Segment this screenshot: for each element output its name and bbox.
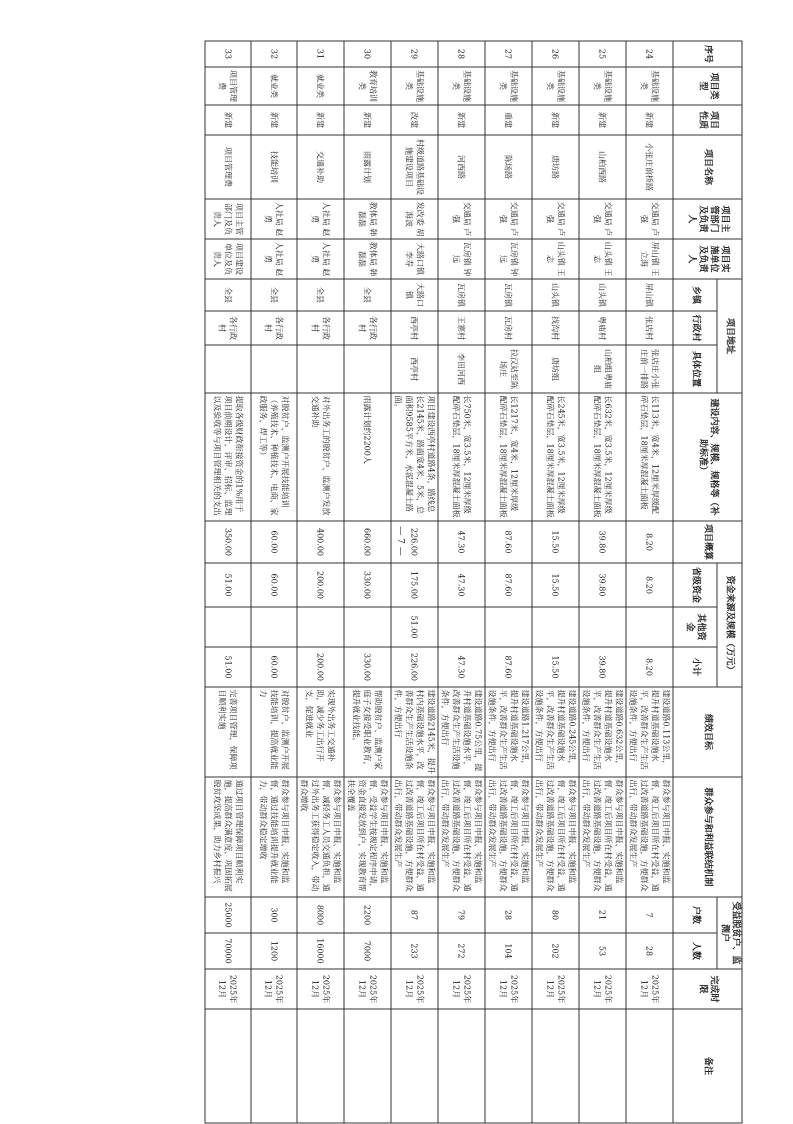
- cell-budget: 60.00: [251, 521, 297, 563]
- cell-deadline: 2025年12月: [485, 969, 532, 1009]
- cell-persons: 104: [485, 933, 532, 969]
- table-row: [251, 41, 297, 1123]
- cell-type: 基础设施类: [626, 67, 673, 105]
- cell-spot: [297, 345, 344, 393]
- cell-unit: 山头镇 王志: [579, 239, 626, 279]
- cell-budget: 15.50: [532, 521, 579, 563]
- cell-households: 21: [579, 897, 626, 933]
- cell-name: 村级道路基础设施建设项目: [391, 135, 438, 199]
- cell-town: 山头镇: [532, 279, 579, 311]
- cell-persons: 233: [391, 933, 438, 969]
- header-content: 建设内容、规模、规格等（补助标准）: [673, 393, 742, 521]
- cell-town: 全县: [344, 279, 391, 311]
- cell-fund-sub: 330.00: [344, 647, 391, 687]
- cell-type: 就业类: [251, 67, 297, 105]
- cell-type: 基础设施类: [438, 67, 485, 105]
- cell-households: 25000: [205, 897, 251, 933]
- cell-deadline: 2025年12月: [438, 969, 485, 1009]
- cell-nature: 新建: [205, 105, 251, 135]
- cell-village: 各行政村: [297, 311, 344, 345]
- cell-unit: 瓦房镇 钟远: [485, 239, 532, 279]
- cell-fund-sub: 39.80: [579, 647, 626, 687]
- cell-deadline: 2025年12月: [344, 969, 391, 1009]
- cell-budget: 8.20: [626, 521, 673, 563]
- cell-budget: 87.60: [485, 521, 532, 563]
- cell-village: 粤庙村: [579, 311, 626, 345]
- cell-spot: [205, 345, 251, 393]
- cell-mechanism: 群众参与项目申报、实施和监督，受益学生按规定程序申请，资金直接发放到户，实现教育帮扶全覆盖: [344, 777, 391, 897]
- cell-content: 雨露计划约2200人: [344, 393, 391, 521]
- cell-fund-sub: 15.50: [532, 647, 579, 687]
- cell-seq: 28: [438, 41, 485, 67]
- cell-budget: 350.00: [205, 521, 251, 563]
- cell-dept: 交通局 卢强: [626, 199, 673, 239]
- cell-mechanism: 群众参与项目申报、实施和监督，竣工后项目所在村受益，通过改善道路基础设施，方便群众出行，带动群众发展生产: [532, 777, 579, 897]
- cell-fund-sub: 51.00: [205, 647, 251, 687]
- cell-fund-prov: 39.80: [579, 563, 626, 607]
- cell-nature: 新建: [626, 105, 673, 135]
- cell-type: 基础设施类: [579, 67, 626, 105]
- cell-spot: 山柏组粤庙组: [579, 345, 626, 393]
- cell-fund-sub: 60.00: [251, 647, 297, 687]
- cell-content: 长750米，宽3.5米，12厘米厚级配碎石垫层，18厘米厚混凝土面板: [438, 393, 485, 521]
- cell-spot: 拉汉站至陈场庄: [485, 345, 532, 393]
- cell-remark: [251, 1009, 297, 1123]
- cell-deadline: 2025年12月: [297, 969, 344, 1009]
- cell-fund-other: 51.00: [391, 607, 438, 647]
- cell-town: 瓦房镇: [438, 279, 485, 311]
- cell-persons: 272: [438, 933, 485, 969]
- header-location: 项目地址: [717, 279, 742, 393]
- cell-deadline: 2025年12月: [532, 969, 579, 1009]
- cell-village: 各行政村: [205, 311, 251, 345]
- cell-persons: 202: [532, 933, 579, 969]
- cell-nature: 新建: [344, 105, 391, 135]
- cell-fund-prov: 60.00: [251, 563, 297, 607]
- cell-dept: 人社局 赵勇: [297, 199, 344, 239]
- cell-type: 教育培训类: [344, 67, 391, 105]
- cell-households: 300: [251, 897, 297, 933]
- cell-unit: 屏山镇 王立海: [626, 239, 673, 279]
- cell-target: 建设道路0.245公里，提升村道基础设施水平，改善群众生产生活设施条件，方便出行: [532, 687, 579, 777]
- cell-town: 全县: [297, 279, 344, 311]
- cell-persons: 7000: [344, 933, 391, 969]
- cell-fund-sub: 226.00: [391, 647, 438, 687]
- cell-budget: 39.80: [579, 521, 626, 563]
- header-fund-sub: 小计: [673, 647, 717, 687]
- cell-village: 各行政村: [344, 311, 391, 345]
- cell-type: 基础设施类: [485, 67, 532, 105]
- project-table: [205, 41, 743, 1124]
- header-name: 项目名称: [673, 135, 742, 199]
- cell-target: 实现外出务工交通补助，减少务工出行开支，促进就业: [297, 687, 344, 777]
- cell-fund-other: [532, 607, 579, 647]
- cell-seq: 27: [485, 41, 532, 67]
- cell-unit: 人社局 赵勇: [297, 239, 344, 279]
- cell-fund-sub: 8.20: [626, 647, 673, 687]
- header-households: 户数: [673, 897, 717, 933]
- table-body: [205, 41, 673, 1123]
- cell-target: 对脱贫户、监测户开展技能培训，提高就业能力: [251, 687, 297, 777]
- cell-content: 长113米，宽4米，12厘米厚级配碎石垫层，18厘米厚混凝土面板: [626, 393, 673, 521]
- cell-mechanism: 群众参与项目申报、实施和监督，竣工后项目所在村受益，通过改善道路基础设施，方便群众出行，带动群众发展生产: [579, 777, 626, 897]
- cell-dept: 交通局 卢强: [579, 199, 626, 239]
- cell-town: 山头镇: [579, 279, 626, 311]
- cell-name: 雨露计划: [344, 135, 391, 199]
- header-type: 项目类型: [673, 67, 742, 105]
- cell-fund-other: [251, 607, 297, 647]
- cell-deadline: 2025年12月: [579, 969, 626, 1009]
- table-row: [297, 41, 344, 1123]
- cell-budget: 660.00: [344, 521, 391, 563]
- header-seq: 序号: [673, 41, 742, 67]
- cell-unit: 教体局 韩磊磊: [344, 239, 391, 279]
- cell-fund-sub: 87.60: [485, 647, 532, 687]
- cell-mechanism: 群众参与项目申报、实施和监督，竣工后项目所在村受益，通过改善道路基础设施，方便群众出行，带动群众发展生产: [391, 777, 438, 897]
- cell-deadline: 2025年12月: [251, 969, 297, 1009]
- cell-nature: 新建: [251, 105, 297, 135]
- cell-dept: 交通局 卢强: [532, 199, 579, 239]
- cell-content: 提取各级财政衔接资金的1%用于项目前期设计、评审、招标、监理以及验收等与项目管理相关的支出: [205, 393, 251, 521]
- cell-mechanism: 群众参与项目申报、实施和监督，通过技能培训提升就业能力，带动群众稳定增收: [251, 777, 297, 897]
- cell-fund-prov: 87.60: [485, 563, 532, 607]
- rotated-table-page: [50, 41, 743, 1083]
- cell-persons: 70000: [205, 933, 251, 969]
- cell-target: 完善项目管理，保障项目顺利实施: [205, 687, 251, 777]
- cell-content: 对外出务工的脱贫户、监测户发放交通补助: [297, 393, 344, 521]
- cell-type: 就业类: [297, 67, 344, 105]
- header-fund-prov: 省级资金: [673, 563, 717, 607]
- cell-type: 基础设施类: [532, 67, 579, 105]
- cell-remark: [438, 1009, 485, 1123]
- cell-deadline: 2025年12月: [391, 969, 438, 1009]
- cell-town: 全县: [205, 279, 251, 311]
- cell-remark: [626, 1009, 673, 1123]
- cell-households: 8000: [297, 897, 344, 933]
- header-village: 行政村: [673, 311, 717, 345]
- cell-dept: 发改委 胡海波: [391, 199, 438, 239]
- cell-fund-other: [297, 607, 344, 647]
- cell-seq: 29: [391, 41, 438, 67]
- cell-nature: 改建: [391, 105, 438, 135]
- cell-name: 小张庄前桥路: [626, 135, 673, 199]
- header-town: 乡镇: [673, 279, 717, 311]
- cell-households: 87: [391, 897, 438, 933]
- cell-village: 西亭村: [391, 311, 438, 345]
- cell-fund-sub: 47.30: [438, 647, 485, 687]
- cell-spot: 唐坊组: [532, 345, 579, 393]
- cell-village: 王寨村: [438, 311, 485, 345]
- cell-spot: 李田河西: [438, 345, 485, 393]
- cell-town: 大路口镇: [391, 279, 438, 311]
- cell-remark: [391, 1009, 438, 1123]
- cell-mechanism: 群众参与项目申报、实施和监督，竣工后项目所在村受益，通过改善道路基础设施，方便群众出行，带动群众发展生产: [485, 777, 532, 897]
- cell-fund-other: [626, 607, 673, 647]
- table-row: [344, 41, 391, 1123]
- cell-remark: [485, 1009, 532, 1123]
- cell-fund-prov: 47.30: [438, 563, 485, 607]
- cell-fund-other: [344, 607, 391, 647]
- cell-village: 各行政村: [251, 311, 297, 345]
- cell-village: 找沟村: [532, 311, 579, 345]
- cell-mechanism: 群众参与项目申报、实施和监督，减轻务工人员交通负担，通过外出务工获得稳定收入，带动群众增收: [297, 777, 344, 897]
- cell-mechanism: 群众参与项目申报、实施和监督，竣工后项目所在村受益，通过改善道路基础设施，方便群众出行，带动群众发展生产: [438, 777, 485, 897]
- cell-content: 长245米，宽3.5米，12厘米厚级配碎石垫层，18厘米厚混凝土面板: [532, 393, 579, 521]
- cell-town: 瓦房镇: [485, 279, 532, 311]
- cell-seq: 26: [532, 41, 579, 67]
- cell-village: 张店村: [626, 311, 673, 345]
- cell-mechanism: 群众参与项目申报、实施和监督，竣工后项目所在村受益，通过改善道路基础设施，方便群众出行，带动群众发展生产: [626, 777, 673, 897]
- cell-persons: 16000: [297, 933, 344, 969]
- cell-fund-other: [205, 607, 251, 647]
- cell-mechanism: 通过项目管理保障项目顺利实施，提高群众满意度，巩固拓展脱贫攻坚成果，助力乡村振兴: [205, 777, 251, 897]
- table-row: [532, 41, 579, 1123]
- table-row: [485, 41, 532, 1123]
- cell-households: 7: [626, 897, 673, 933]
- header-budget: 项目概算: [673, 521, 742, 563]
- cell-spot: [251, 345, 297, 393]
- cell-dept: 项目主管部门及负责人: [205, 199, 251, 239]
- cell-name: 河西路: [438, 135, 485, 199]
- cell-unit: 瓦房镇 钟远: [438, 239, 485, 279]
- cell-dept: 人社局 赵勇: [251, 199, 297, 239]
- cell-target: 建设道路1.217公里，提升村道基础设施水平，改善群众生产生活设施条件，方便出行: [485, 687, 532, 777]
- cell-remark: [344, 1009, 391, 1123]
- header-remark: 备注: [673, 1009, 742, 1123]
- cell-persons: 53: [579, 933, 626, 969]
- table-row: [579, 41, 626, 1123]
- cell-name: 陈场路: [485, 135, 532, 199]
- cell-seq: 31: [297, 41, 344, 67]
- cell-deadline: 2025年12月: [205, 969, 251, 1009]
- cell-target: 建设道路0.113公里，提升村道基础设施水平，改善群众生产生活设施条件，方便出行: [626, 687, 673, 777]
- cell-name: 项目管理费: [205, 135, 251, 199]
- cell-households: 28: [485, 897, 532, 933]
- cell-households: 2200: [344, 897, 391, 933]
- cell-nature: 新建: [579, 105, 626, 135]
- cell-households: 80: [532, 897, 579, 933]
- table-row: [205, 41, 251, 1123]
- cell-content: 长632米，宽3.5米，12厘米厚级配碎石垫层，18厘米厚混凝土面板: [579, 393, 626, 521]
- cell-deadline: 2025年12月: [626, 969, 673, 1009]
- cell-seq: 25: [579, 41, 626, 67]
- cell-content: 长1217米，宽4米，12厘米厚级配碎石垫层，18厘米厚混凝土面板: [485, 393, 532, 521]
- cell-fund-prov: 330.00: [344, 563, 391, 607]
- page-number: — 7 —: [395, 526, 405, 556]
- cell-fund-prov: 15.50: [532, 563, 579, 607]
- header-mechanism: 群众参与和利益联结机制: [673, 777, 742, 897]
- table-row: [626, 41, 673, 1123]
- cell-unit: 人社局 赵勇: [251, 239, 297, 279]
- header-beneficiaries: 受益脱贫户、监测户: [717, 897, 742, 969]
- cell-fund-prov: 175.00: [391, 563, 438, 607]
- cell-remark: [579, 1009, 626, 1123]
- cell-name: 山柏西路: [579, 135, 626, 199]
- cell-content: 项目建设西亭村道路4条，路线总长2145米，路面宽4米，5米，总面积9585平方米，水泥混凝土路面。: [391, 393, 438, 521]
- cell-seq: 33: [205, 41, 251, 67]
- cell-budget: 400.00: [297, 521, 344, 563]
- cell-spot: 西亭村: [391, 345, 438, 393]
- header-persons: 人数: [673, 933, 717, 969]
- cell-fund-prov: 200.00: [297, 563, 344, 607]
- cell-dept: 交通局 卢强: [438, 199, 485, 239]
- cell-town: 全县: [251, 279, 297, 311]
- cell-seq: 30: [344, 41, 391, 67]
- cell-village: 瓦房村: [485, 311, 532, 345]
- header-unit: 项目实施单位及负责人: [673, 239, 742, 279]
- cell-seq: 32: [251, 41, 297, 67]
- header-nature: 项目性质: [673, 105, 742, 135]
- cell-town: 屏山镇: [626, 279, 673, 311]
- cell-nature: 新建: [297, 105, 344, 135]
- header-dept: 项目主管部门及负责人: [673, 199, 742, 239]
- cell-nature: 重建: [485, 105, 532, 135]
- cell-dept: 教体局 韩磊磊: [344, 199, 391, 239]
- cell-persons: 1200: [251, 933, 297, 969]
- cell-type: 基础设施类: [391, 67, 438, 105]
- cell-fund-other: [485, 607, 532, 647]
- cell-nature: 新建: [438, 105, 485, 135]
- table-row: [438, 41, 485, 1123]
- cell-target: 建设道路0.75公里，提升村道基础设施水平，改善群众生产生活设施条件，方便出行: [438, 687, 485, 777]
- header-spot: 具体位置: [673, 345, 717, 393]
- cell-name: 唐坊路: [532, 135, 579, 199]
- cell-fund-other: [438, 607, 485, 647]
- cell-seq: 24: [626, 41, 673, 67]
- cell-dept: 交通局 卢强: [485, 199, 532, 239]
- cell-budget: 47.30: [438, 521, 485, 563]
- cell-remark: [532, 1009, 579, 1123]
- cell-fund-prov: 8.20: [626, 563, 673, 607]
- cell-target: 帮助脱贫户、监测户家庭子女接受职业教育，提升就业技能。: [344, 687, 391, 777]
- cell-remark: [297, 1009, 344, 1123]
- cell-spot: 张店庄小张庄前一排路: [626, 345, 673, 393]
- cell-type: 项目管理费: [205, 67, 251, 105]
- cell-households: 79: [438, 897, 485, 933]
- header-funds: 资金来源及规模（万元）: [717, 563, 742, 687]
- cell-fund-prov: 51.00: [205, 563, 251, 607]
- cell-unit: 山头镇 王志: [532, 239, 579, 279]
- cell-name: 交通补助: [297, 135, 344, 199]
- cell-persons: 28: [626, 933, 673, 969]
- header-target: 绩效目标: [673, 687, 742, 777]
- cell-unit: 大路口镇 李寿: [391, 239, 438, 279]
- cell-fund-other: [579, 607, 626, 647]
- cell-target: 建设道路2145米，提升村内基础设施水平，改善群众生产生活设施条件，方便出行: [391, 687, 438, 777]
- cell-spot: [344, 345, 391, 393]
- header-deadline: 完成时限: [673, 969, 742, 1009]
- header-fund-other: 其他资金: [673, 607, 717, 647]
- cell-name: 技能培训: [251, 135, 297, 199]
- cell-budget: 226.00: [391, 521, 438, 563]
- cell-unit: 项目建设单位及负责人: [205, 239, 251, 279]
- cell-content: 对脱贫户、监测户开展技能培训（养殖技术、种植技术、电商、家政服务、焊工等）: [251, 393, 297, 521]
- table-row: [391, 41, 438, 1123]
- cell-fund-sub: 200.00: [297, 647, 344, 687]
- cell-remark: [205, 1009, 251, 1123]
- cell-target: 建设道路0.632公里，提升村道基础设施水平，改善群众生产生活设施条件，方便出行: [579, 687, 626, 777]
- cell-nature: 新建: [532, 105, 579, 135]
